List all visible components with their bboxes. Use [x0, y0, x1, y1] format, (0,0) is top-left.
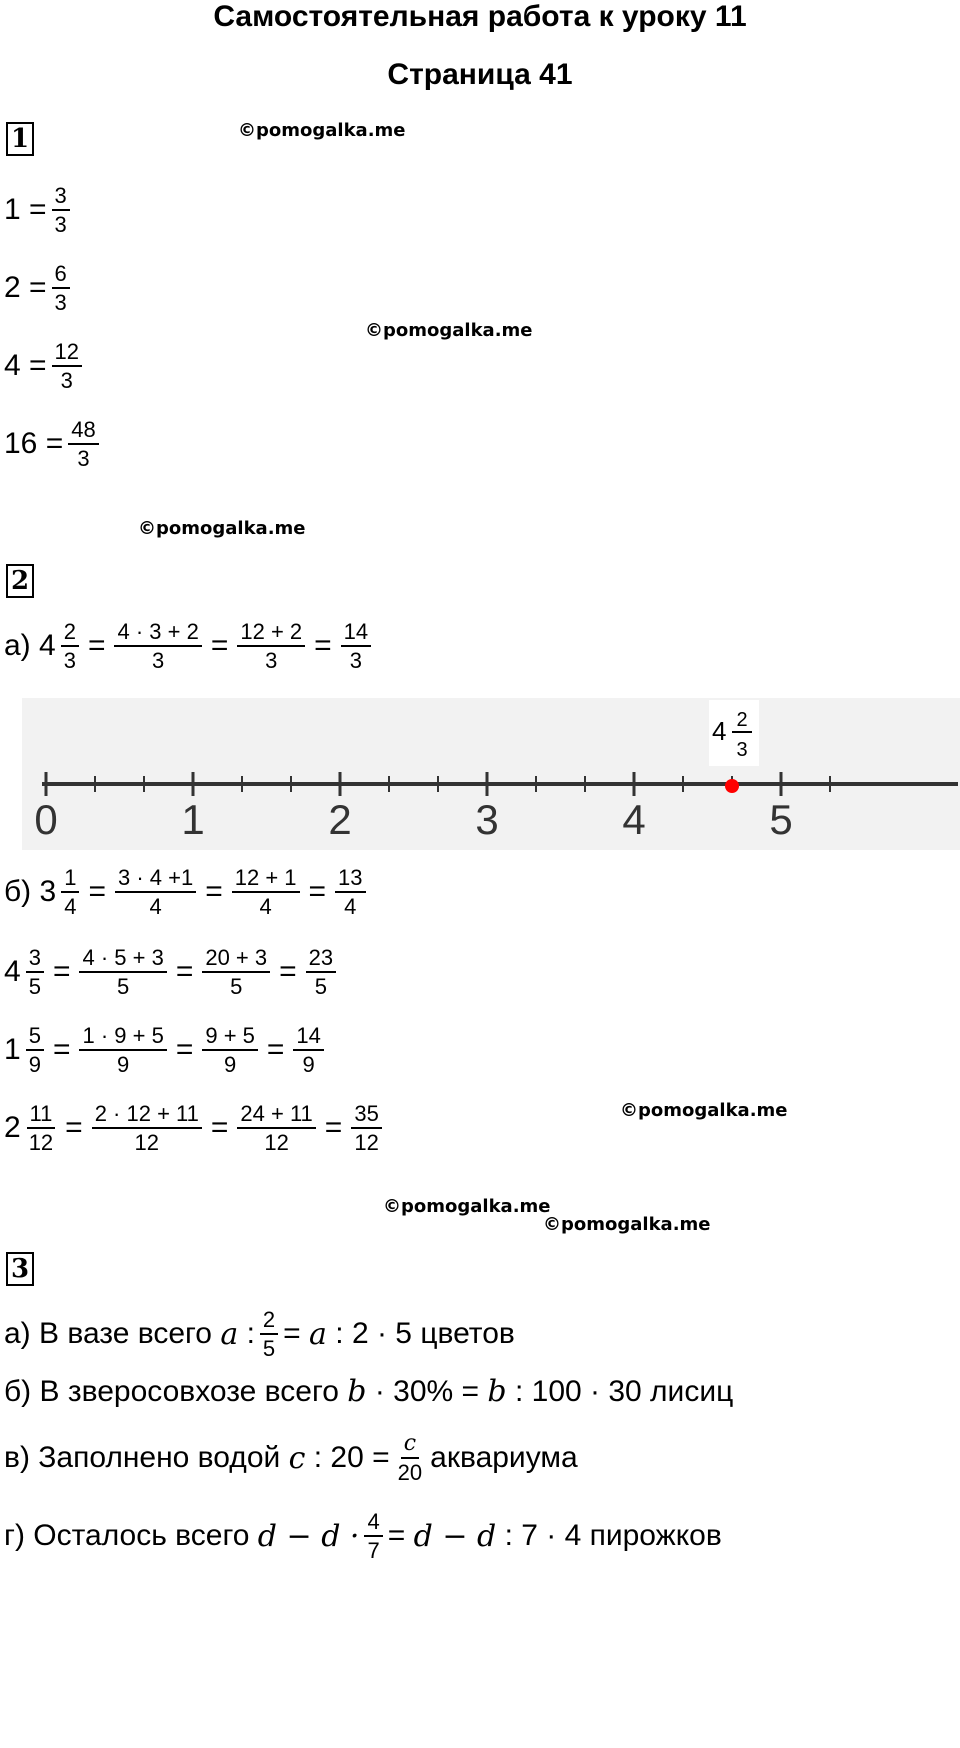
problem-text: в) Заполнено водой: [4, 1441, 281, 1475]
mixed-number-conversion: б) 3 $\frac{1}{4}$ = $\frac{3 \cdot 4 +1}{4}$ = $\frac{12 + 1}{4}$ = $\frac{13}{4}$: [4, 866, 371, 918]
equation-lhs: 16 =: [4, 427, 64, 461]
problem-text: а) В вазе всего: [4, 1317, 212, 1351]
fraction: [260, 1308, 278, 1360]
watermark: ©pomogalka.me: [238, 120, 406, 141]
fraction: [26, 1102, 56, 1154]
numerator: 14: [341, 620, 371, 647]
numerator: 12 + 2: [237, 620, 305, 647]
denominator: 5: [314, 974, 328, 1000]
numerator: 9 + 5: [202, 1024, 258, 1051]
numerator: c: [401, 1432, 419, 1459]
fraction: [237, 1102, 315, 1154]
tick-label: 1: [181, 796, 205, 843]
variable: a: [309, 1316, 327, 1352]
problem-text: : 7 · 4 пирожков: [504, 1519, 722, 1553]
word-problem-d: [4, 1510, 722, 1562]
numerator: 2 · 12 + 11: [92, 1102, 202, 1129]
denominator: 9: [223, 1052, 237, 1078]
equation: [4, 340, 87, 392]
numerator: 14: [293, 1024, 323, 1051]
fraction: [232, 866, 300, 918]
point-label-numerator: 2: [736, 709, 748, 731]
word-problem-c: [4, 1432, 578, 1484]
denominator: 3: [349, 648, 363, 674]
numerator: 48: [68, 418, 98, 445]
fraction: [26, 946, 44, 998]
fraction: [115, 866, 196, 918]
numerator: 35: [351, 1102, 381, 1129]
variable: a: [220, 1316, 239, 1352]
denominator: 5: [262, 1336, 276, 1362]
numerator: 1: [61, 866, 79, 893]
numerator: 5: [26, 1024, 44, 1051]
denominator: 20: [397, 1460, 423, 1486]
fraction: [52, 262, 70, 314]
denominator: 12: [134, 1130, 160, 1156]
numerator: 12: [52, 340, 82, 367]
numerator: 4: [364, 1510, 382, 1537]
numerator: 3 · 4 +1: [115, 866, 196, 893]
denominator: 4: [64, 894, 77, 920]
task-number-box: 1: [6, 122, 34, 156]
numerator: 6: [52, 262, 70, 289]
denominator: 4: [259, 894, 272, 920]
fraction: [237, 620, 305, 672]
fraction: [395, 1432, 425, 1484]
fraction: [26, 1024, 44, 1076]
denominator: 12: [354, 1130, 379, 1156]
problem-text: г) Осталось всего: [4, 1519, 250, 1553]
watermark: ©pomogalka.me: [365, 320, 533, 341]
equation-prefix: 4: [4, 955, 21, 989]
task-number-box: 2: [6, 564, 34, 598]
numerator: 1 · 9 + 5: [79, 1024, 166, 1051]
problem-text: · 30% =: [374, 1374, 480, 1408]
fraction: [202, 946, 270, 998]
variable: b: [347, 1374, 367, 1409]
denominator: 4: [344, 894, 357, 920]
numerator: 2: [61, 620, 79, 647]
number-line-svg: [22, 698, 960, 850]
page-subtitle: Страница 41: [387, 58, 573, 91]
point-label-denominator: 3: [736, 739, 748, 761]
watermark: ©pomogalka.me: [383, 1196, 551, 1217]
fraction: [341, 620, 371, 672]
denominator: 5: [117, 974, 130, 1000]
fraction: [61, 866, 79, 918]
numerator: 13: [335, 866, 365, 893]
numerator: 3: [26, 946, 44, 973]
word-problem-a: [4, 1308, 515, 1360]
fraction: [114, 620, 201, 672]
variable: b: [487, 1374, 507, 1409]
mixed-number-conversion: 4 $\frac{3}{5}$ = $\frac{4 \cdot 5 + 3}{5}$ = $\frac{20 + 3}{5}$ = $\frac{23}{5}$: [4, 946, 341, 998]
tick-label: 4: [622, 796, 646, 843]
denominator: 4: [149, 894, 162, 920]
equation-prefix: б) 3: [4, 875, 57, 909]
problem-text: : 2 · 5 цветов: [335, 1317, 515, 1351]
numerator: 4 · 5 + 3: [79, 946, 166, 973]
problem-text: : 100 · 30 лисиц: [514, 1374, 734, 1408]
fraction: [351, 1102, 381, 1154]
watermark: ©pomogalka.me: [543, 1214, 711, 1235]
numerator: 3: [52, 184, 70, 211]
operator: :: [246, 1317, 255, 1351]
fraction: [92, 1102, 202, 1154]
problem-text: аквариума: [430, 1441, 578, 1475]
tick-label: 0: [34, 796, 58, 843]
denominator: 12: [28, 1130, 54, 1156]
denominator: 3: [54, 212, 67, 238]
operator: =: [283, 1317, 301, 1351]
equation-lhs: 2 =: [4, 271, 47, 305]
watermark: ©pomogalka.me: [138, 518, 306, 539]
point-marker: [725, 779, 739, 793]
equation-prefix: 1: [4, 1033, 21, 1067]
numerator: 12 + 1: [232, 866, 300, 893]
equation: [4, 418, 104, 470]
tick-label: 2: [328, 796, 352, 843]
expression: d − d ·: [257, 1518, 360, 1554]
denominator: 3: [77, 446, 90, 472]
denominator: 3: [152, 648, 165, 674]
denominator: 3: [63, 648, 76, 674]
number-line: [22, 698, 960, 850]
numerator: 23: [306, 946, 336, 973]
denominator: 3: [60, 368, 73, 394]
variable: c: [288, 1440, 306, 1476]
numerator: 4 · 3 + 2: [114, 620, 201, 647]
numerator: 24 + 11: [237, 1102, 315, 1129]
fraction: [202, 1024, 258, 1076]
page-title: Самостоятельная работа к уроку 11: [213, 0, 747, 33]
denominator: 9: [302, 1052, 315, 1078]
denominator: 5: [28, 974, 41, 1000]
fraction: [52, 340, 82, 392]
fraction: [68, 418, 98, 470]
denominator: 3: [265, 648, 278, 674]
mixed-number-conversion: 1 $\frac{5}{9}$ = $\frac{1 \cdot 9 + 5}{9}$ = $\frac{9 + 5}{9}$ = $\frac{14}{9}$: [4, 1024, 329, 1076]
fraction: [306, 946, 336, 998]
fraction: [335, 866, 365, 918]
numerator: 11: [27, 1102, 56, 1129]
fraction: [364, 1510, 382, 1562]
denominator: 3: [54, 290, 67, 316]
problem-text: : 20 =: [313, 1441, 390, 1475]
operator: =: [387, 1519, 406, 1553]
numerator: 2: [260, 1308, 278, 1335]
problem-text: б) В зверосовхозе всего: [4, 1374, 339, 1408]
word-problem-b: [4, 1374, 733, 1409]
tick-label: 3: [475, 796, 499, 843]
denominator: 9: [117, 1052, 130, 1078]
equation-lhs: 4 =: [4, 349, 47, 383]
fraction: [293, 1024, 323, 1076]
watermark: ©pomogalka.me: [620, 1100, 788, 1121]
numerator: 20 + 3: [202, 946, 270, 973]
task-number-box: 3: [6, 1252, 34, 1286]
equation-prefix: 2: [4, 1111, 21, 1145]
point-label-whole: 4: [712, 716, 727, 746]
equation-lhs: 1 =: [4, 193, 47, 227]
denominator: 5: [230, 974, 243, 1000]
equation: [4, 262, 75, 314]
mixed-number-conversion: а) 4 $\frac{2}{3}$ = $\frac{4 \cdot 3 + 2}{3}$ = $\frac{12 + 2}{3}$ = $\frac{14}{3}$: [4, 620, 376, 672]
fraction: [52, 184, 70, 236]
tick-label: 5: [769, 796, 793, 843]
denominator: 9: [28, 1052, 41, 1078]
expression: d − d: [413, 1518, 497, 1554]
mixed-number-conversion: 2 $\frac{11}{12}$ = $\frac{2 \cdot 12 + 11}{12}$ = $\frac{24 + 11}{12}$ = $\frac{35}{12}$: [4, 1102, 387, 1154]
equation-prefix: а) 4: [4, 629, 56, 663]
denominator: 7: [367, 1538, 380, 1564]
fraction: [61, 620, 79, 672]
fraction: [79, 1024, 166, 1076]
denominator: 12: [264, 1130, 289, 1156]
fraction: [79, 946, 166, 998]
equation: [4, 184, 75, 236]
